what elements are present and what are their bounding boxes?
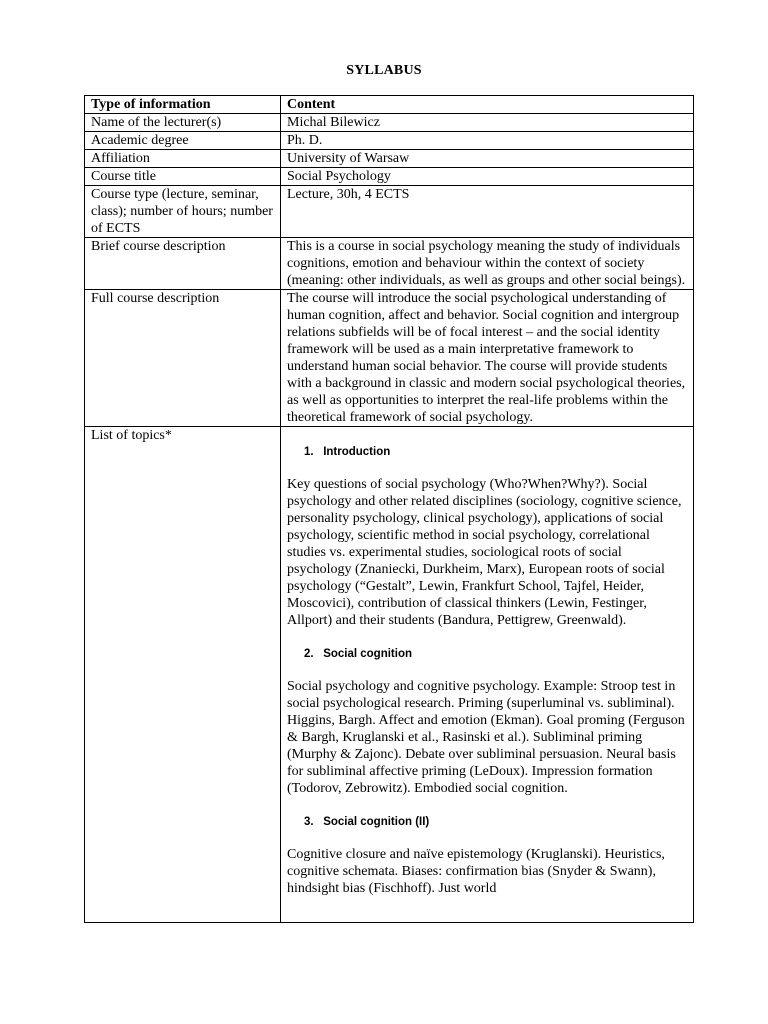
topic-title: Social cognition (II) <box>323 816 430 828</box>
row-content: Lecture, 30h, 4 ECTS <box>281 186 694 238</box>
topic-heading <box>304 444 688 461</box>
row-label: Course type (lecture, seminar, class); number of hours; number of ECTS <box>85 186 281 238</box>
row-label: Name of the lecturer(s) <box>85 114 281 132</box>
topic-text: Cognitive closure and naïve epistemology (Kruglanski). Heuristics, cognitive schemata. Biases: confirmation bias (Snyder & Swann), hindsight bias (Fischhoff). Just world <box>287 847 665 896</box>
topic-heading <box>304 646 688 663</box>
row-label: Brief course description <box>85 238 281 290</box>
topic-text: Social psychology and cognitive psychology. Example: Stroop test in social psychological research. Priming (superluminal vs. subliminal). Higgins, Bargh. Affect and emotion (Ekman). Goal proming (Ferguson & Bargh, Kruglanski et al., Rasinski et al.). Subliminal priming (Murphy & Zajonc). Debate over subliminal persuasion. Neural basis for subliminal affective priming (LeDoux). Impression formation (Todorov, Zebrowitz). Embodied social cognition. <box>287 679 685 796</box>
topic-heading <box>304 814 688 831</box>
row-label: Affiliation <box>85 150 281 168</box>
topic-number: 1. <box>304 446 314 458</box>
row-label: Course title <box>85 168 281 186</box>
row-content: This is a course in social psychology meaning the study of individuals cognitions, emotion and behaviour within the context of society (meaning: other individuals, as well as groups and other social beings). <box>281 238 694 290</box>
topic-title: Introduction <box>323 446 391 458</box>
table-row <box>85 114 694 132</box>
syllabus-table <box>84 95 694 923</box>
row-content: Michal Bilewicz <box>281 114 694 132</box>
table-row <box>85 132 694 150</box>
table-row <box>85 150 694 168</box>
row-content: Social Psychology <box>281 168 694 186</box>
row-content: Ph. D. <box>281 132 694 150</box>
row-label: Full course description <box>85 290 281 427</box>
topic-text: Key questions of social psychology (Who?When?Why?). Social psychology and other related disciplines (sociology, cognitive science, personality psychology, clinical psychology), applications of social psychology, scientific method in social psychology, correlational studies vs. experimental studies, sociological roots of social psychology (Znaniecki, Durkheim, Marx), European roots of social psychology (“Gestalt”, Lewin, Frankfurt School, Tajfel, Heider, Moscovici), contribution of classical thinkers (Lewin, Festinger, Allport) and their students (Bandura, Pettigrew, Greenwald). <box>287 477 682 628</box>
header-label: Type of information <box>85 96 281 114</box>
topics-content <box>281 427 694 923</box>
row-label: Academic degree <box>85 132 281 150</box>
row-content: University of Warsaw <box>281 150 694 168</box>
table-header-row <box>85 96 694 114</box>
topic-number: 2. <box>304 648 314 660</box>
page-title: SYLLABUS <box>346 63 422 78</box>
table-row <box>85 238 694 290</box>
topics-label: List of topics* <box>85 427 281 923</box>
topic-title: Social cognition <box>323 648 412 660</box>
table-row <box>85 290 694 427</box>
topic-number: 3. <box>304 816 314 828</box>
table-row <box>85 186 694 238</box>
table-row <box>85 168 694 186</box>
header-content: Content <box>281 96 694 114</box>
row-content: The course will introduce the social psychological understanding of human cognition, affect and behavior. Social cognition and intergroup relations subfields will be of focal interest – and the social identity framework will be used as a main interpretative framework to understand human social behavior. The course will provide students with a background in classic and modern social psychological theories, as well as opportunities to interpret the real-life problems within the theoretical framework of social psychology. <box>281 290 694 427</box>
topics-row <box>85 427 694 923</box>
